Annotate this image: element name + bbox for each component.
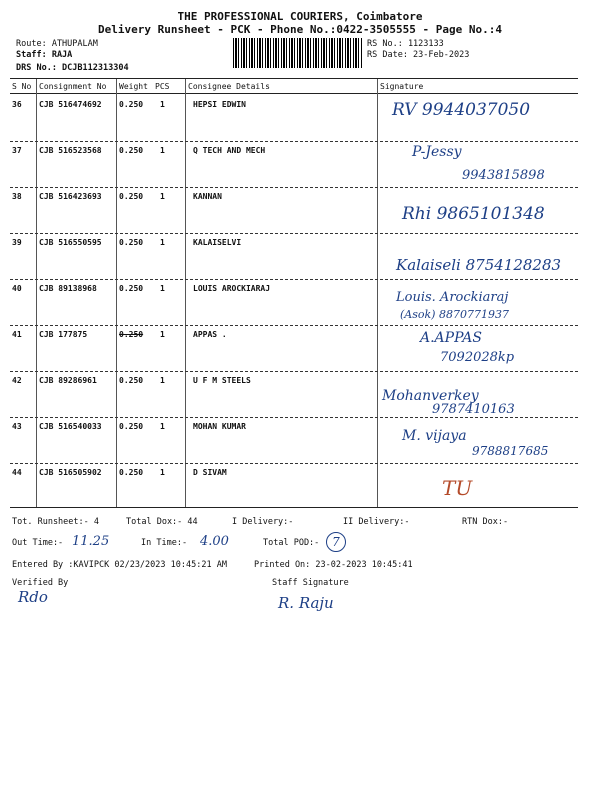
row-weight: 0.250 xyxy=(119,238,144,247)
row-consignment: CJB 89138968 xyxy=(39,284,97,293)
row-weight: 0.250 xyxy=(119,100,144,109)
rtn-dox: RTN Dox:- xyxy=(462,517,509,527)
row-consignment: CJB 89286961 xyxy=(39,376,97,385)
table-row xyxy=(0,326,600,372)
row-signature: RV 9944037050 xyxy=(392,100,531,120)
row-weight: 0.250 xyxy=(119,422,144,431)
row-consignment: CJB 516523568 xyxy=(39,146,102,155)
col-weight: Weight xyxy=(119,82,148,91)
staff-label: Staff: RAJA xyxy=(16,50,73,60)
in-time-value: 4.00 xyxy=(200,534,229,549)
rs-date: RS Date: 23-Feb-2023 xyxy=(367,50,470,60)
col-consignee: Consignee Details xyxy=(188,82,270,91)
table-row xyxy=(0,234,600,280)
out-time-label: Out Time:- xyxy=(12,538,64,548)
staff-signature-label: Staff Signature xyxy=(272,578,349,588)
row-signature: A.APPAS xyxy=(420,330,482,346)
row-consignment: CJB 516505902 xyxy=(39,468,102,477)
total-dox: Total Dox:- 44 xyxy=(126,517,198,527)
i-delivery: I Delivery:- xyxy=(232,517,294,527)
row-weight: 0.250 xyxy=(119,192,144,201)
table-row xyxy=(0,372,600,418)
table-row xyxy=(0,464,600,510)
row-pcs: 1 xyxy=(160,192,165,201)
row-signature: Louis. Arockiaraj xyxy=(396,290,509,305)
row-signature-phone: 9788817685 xyxy=(472,444,549,458)
col-consignment: Consignment No xyxy=(39,82,107,91)
row-signature: P-Jessy xyxy=(412,144,462,160)
row-signature-phone: 9943815898 xyxy=(462,168,545,183)
company-title: THE PROFESSIONAL COURIERS, Coimbatore xyxy=(177,10,423,23)
row-sno: 38 xyxy=(12,192,22,201)
table-row xyxy=(0,188,600,234)
table-header-rule xyxy=(10,93,578,94)
row-consignment: CJB 516540033 xyxy=(39,422,102,431)
row-sno: 37 xyxy=(12,146,22,155)
table-row xyxy=(0,142,600,188)
row-pcs: 1 xyxy=(160,100,165,109)
staff-signature: R. Raju xyxy=(278,594,334,612)
row-sno: 36 xyxy=(12,100,22,109)
row-consignee: APPAS . xyxy=(193,330,227,339)
row-sno: 42 xyxy=(12,376,22,385)
row-signature: TU xyxy=(442,476,473,500)
row-consignment: CJB 516550595 xyxy=(39,238,102,247)
total-pod-label: Total POD:- xyxy=(263,538,320,548)
row-sno: 44 xyxy=(12,468,22,477)
table-row xyxy=(0,418,600,464)
row-signature: Mohanverkey xyxy=(382,388,479,404)
row-pcs: 1 xyxy=(160,284,165,293)
row-consignee: KANNAN xyxy=(193,192,222,201)
row-pcs: 1 xyxy=(160,422,165,431)
row-consignment: CJB 516423693 xyxy=(39,192,102,201)
in-time-label: In Time:- xyxy=(141,538,188,548)
total-runsheet: Tot. Runsheet:- 4 xyxy=(12,517,99,527)
row-pcs: 1 xyxy=(160,238,165,247)
row-consignee: HEPSI EDWIN xyxy=(193,100,246,109)
entered-by: Entered By :KAVIPCK 02/23/2023 10:45:21 AM xyxy=(12,560,227,570)
row-consignment: CJB 177875 xyxy=(39,330,88,339)
row-consignment: CJB 516474692 xyxy=(39,100,102,109)
row-signature-phone: 9787410163 xyxy=(432,402,515,417)
row-weight: 0.250 xyxy=(119,330,144,339)
table-top-rule xyxy=(10,78,578,79)
drs-number: DRS No.: DCJB112313304 xyxy=(16,63,129,73)
row-consignee: Q TECH AND MECH xyxy=(193,146,266,155)
col-pcs: PCS xyxy=(155,82,170,91)
row-consignee: LOUIS AROCKIARAJ xyxy=(193,284,271,293)
route-label: Route: ATHUPALAM xyxy=(16,39,98,49)
row-weight: 0.250 xyxy=(119,284,144,293)
runsheet-subtitle: Delivery Runsheet - PCK - Phone No.:0422-3505555 - Page No.:4 xyxy=(98,23,502,36)
row-pcs: 1 xyxy=(160,146,165,155)
row-signature: Kalaiseli 8754128283 xyxy=(396,256,562,274)
row-weight: 0.250 xyxy=(119,376,144,385)
rs-number: RS No.: 1123133 xyxy=(367,39,444,49)
row-signature-phone: (Asok) 8870771937 xyxy=(400,308,509,321)
row-sno: 39 xyxy=(12,238,22,247)
barcode-image xyxy=(233,38,363,68)
row-signature: Rhi 9865101348 xyxy=(402,204,545,224)
row-signature-phone: 7092028kp xyxy=(440,350,515,365)
row-pcs: 1 xyxy=(160,376,165,385)
col-sno: S No xyxy=(12,82,32,91)
row-weight: 0.250 xyxy=(119,468,144,477)
table-bottom-rule xyxy=(10,507,578,508)
row-sno: 43 xyxy=(12,422,22,431)
ii-delivery: II Delivery:- xyxy=(343,517,410,527)
verified-by-label: Verified By xyxy=(12,578,69,588)
verified-signature: Rdo xyxy=(18,588,48,606)
col-signature: Signature xyxy=(380,82,424,91)
out-time-value: 11.25 xyxy=(72,534,110,549)
row-sno: 41 xyxy=(12,330,22,339)
row-signature: M. vijaya xyxy=(402,428,467,444)
row-weight: 0.250 xyxy=(119,146,144,155)
table-row xyxy=(0,96,600,142)
table-row xyxy=(0,280,600,326)
row-consignee: MOHAN KUMAR xyxy=(193,422,246,431)
printed-on: Printed On: 23-02-2023 10:45:41 xyxy=(254,560,413,570)
row-pcs: 1 xyxy=(160,330,165,339)
row-consignee: KALAISELVI xyxy=(193,238,242,247)
total-pod-value: 7 xyxy=(326,532,346,552)
row-pcs: 1 xyxy=(160,468,165,477)
row-consignee: D SIVAM xyxy=(193,468,227,477)
row-consignee: U F M STEELS xyxy=(193,376,251,385)
row-sno: 40 xyxy=(12,284,22,293)
